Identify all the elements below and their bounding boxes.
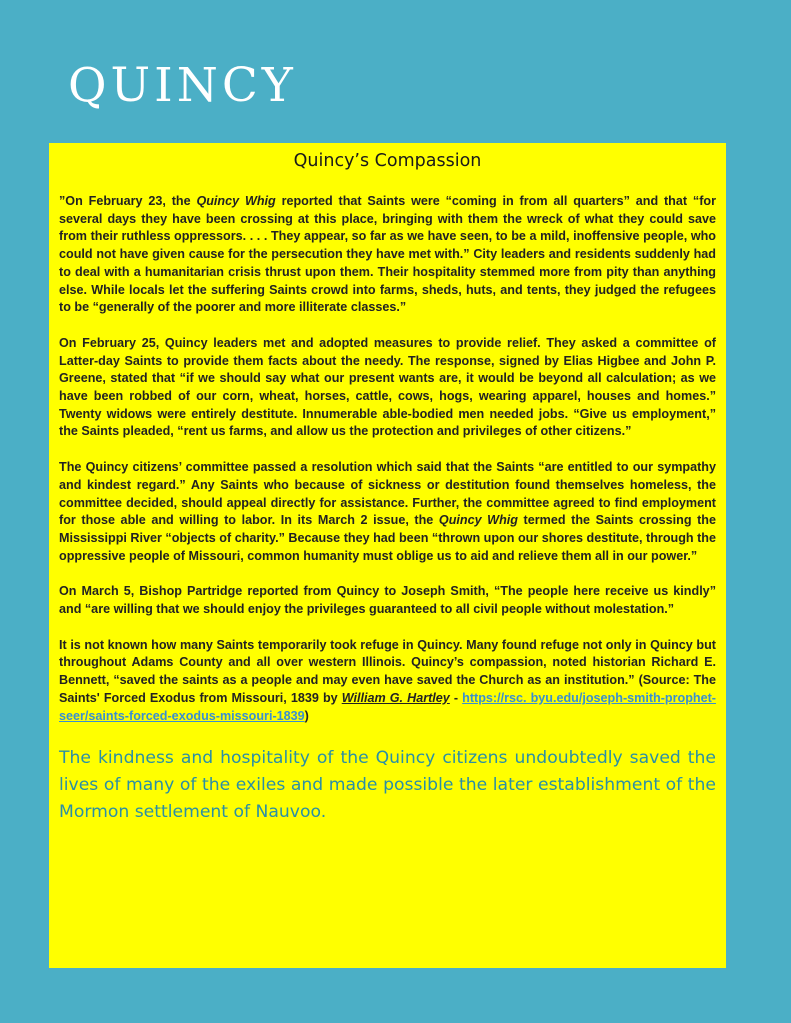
- source-link[interactable]: https://rsc. byu.edu/joseph-smith-prophet-seer/saints-forced-exodus-missouri-1839: [59, 690, 716, 723]
- newspaper-name: Quincy Whig: [438, 513, 518, 528]
- closing-statement: The kindness and hospitality of the Quincy citizens undoubtedly saved the lives of many of the exiles and made possible the later establishment of the Mormon settlement of Nauvoo.: [59, 748, 716, 823]
- paragraph-1: ”On February 23, the Quincy Whig reported that Saints were “coming in from all quarters” and that “for several days they have been crossing at this place, bringing with them the wreck of what they could save from their ruthless oppressors. . . . They appear, so far as we have seen, to be a mild, inoffensive people, who could not have given cause for the persecution they have met with.” City leaders and residents suddenly had to deal with a humanitarian crisis thrust upon them. Their hospitality stemmed more from pity than anything else. While locals let the suffering Saints crowd into farms, sheds, huts, and tents, they judged the refugees to be “generally of the poorer and more illiterate classes.”: [59, 194, 716, 315]
- paragraph-5: It is not known how many Saints temporarily took refuge in Quincy. Many found refuge not only in Quincy but throughout Adams County and all over western Illinois. Quincy’s compassion, noted historian Richard E. Bennett, “saved the saints as a people and may even have saved the Church as an institution.” (Source: The Saints' Forced Exodus from Missouri, 1839 by William G. Hartley - https://rsc. byu.edu/joseph-smith-prophet-seer/saints-forced-exodus-missouri-1839): [59, 637, 716, 723]
- article-title: Quincy’s Compassion: [293, 151, 482, 171]
- newspaper-name: Quincy Whig: [196, 194, 276, 208]
- author-name: William G. Hartley: [341, 690, 450, 705]
- article-panel: [49, 143, 726, 968]
- paragraph-2: On February 25, Quincy leaders met and adopted measures to provide relief. They asked a committee of Latter-day Saints to provide them facts about the needy. The response, signed by Elias Higbee and John P. Greene, stated that “if we should say what our present wants are, it would be beyond all calculation; as we have been robbed of our corn, wheat, horses, cattle, cows, hogs, wearing apparel, houses and homes.” Twenty widows were entirely destitute. Innumerable able-bodied men needed jobs. “Give us employment,” the Saints pleaded, “rent us farms, and allow us the protection and privileges of other citizens.”: [59, 335, 716, 439]
- paragraph-3: The Quincy citizens’ committee passed a resolution which said that the Saints “are entitled to our sympathy and kindest regard.” Any Saints who because of sickness or destitution found themselves homeless, the committee decided, should appeal directly for assistance. Further, the committee agreed to find employment for those able and willing to labor. In its March 2 issue, the Quincy Whig termed the Saints crossing the Mississippi River “objects of charity.” Because they had been “thrown upon our shores destitute, through the oppressive people of Missouri, common humanity must oblige us to aid and relieve them all in our power.”: [59, 460, 716, 563]
- paragraph-4: On March 5, Bishop Partridge reported from Quincy to Joseph Smith, “The people here receive us kindly” and “are willing that we should enjoy the privileges guaranteed to all civil people without molestation.”: [59, 584, 716, 617]
- page-title: QUINCY: [68, 58, 297, 113]
